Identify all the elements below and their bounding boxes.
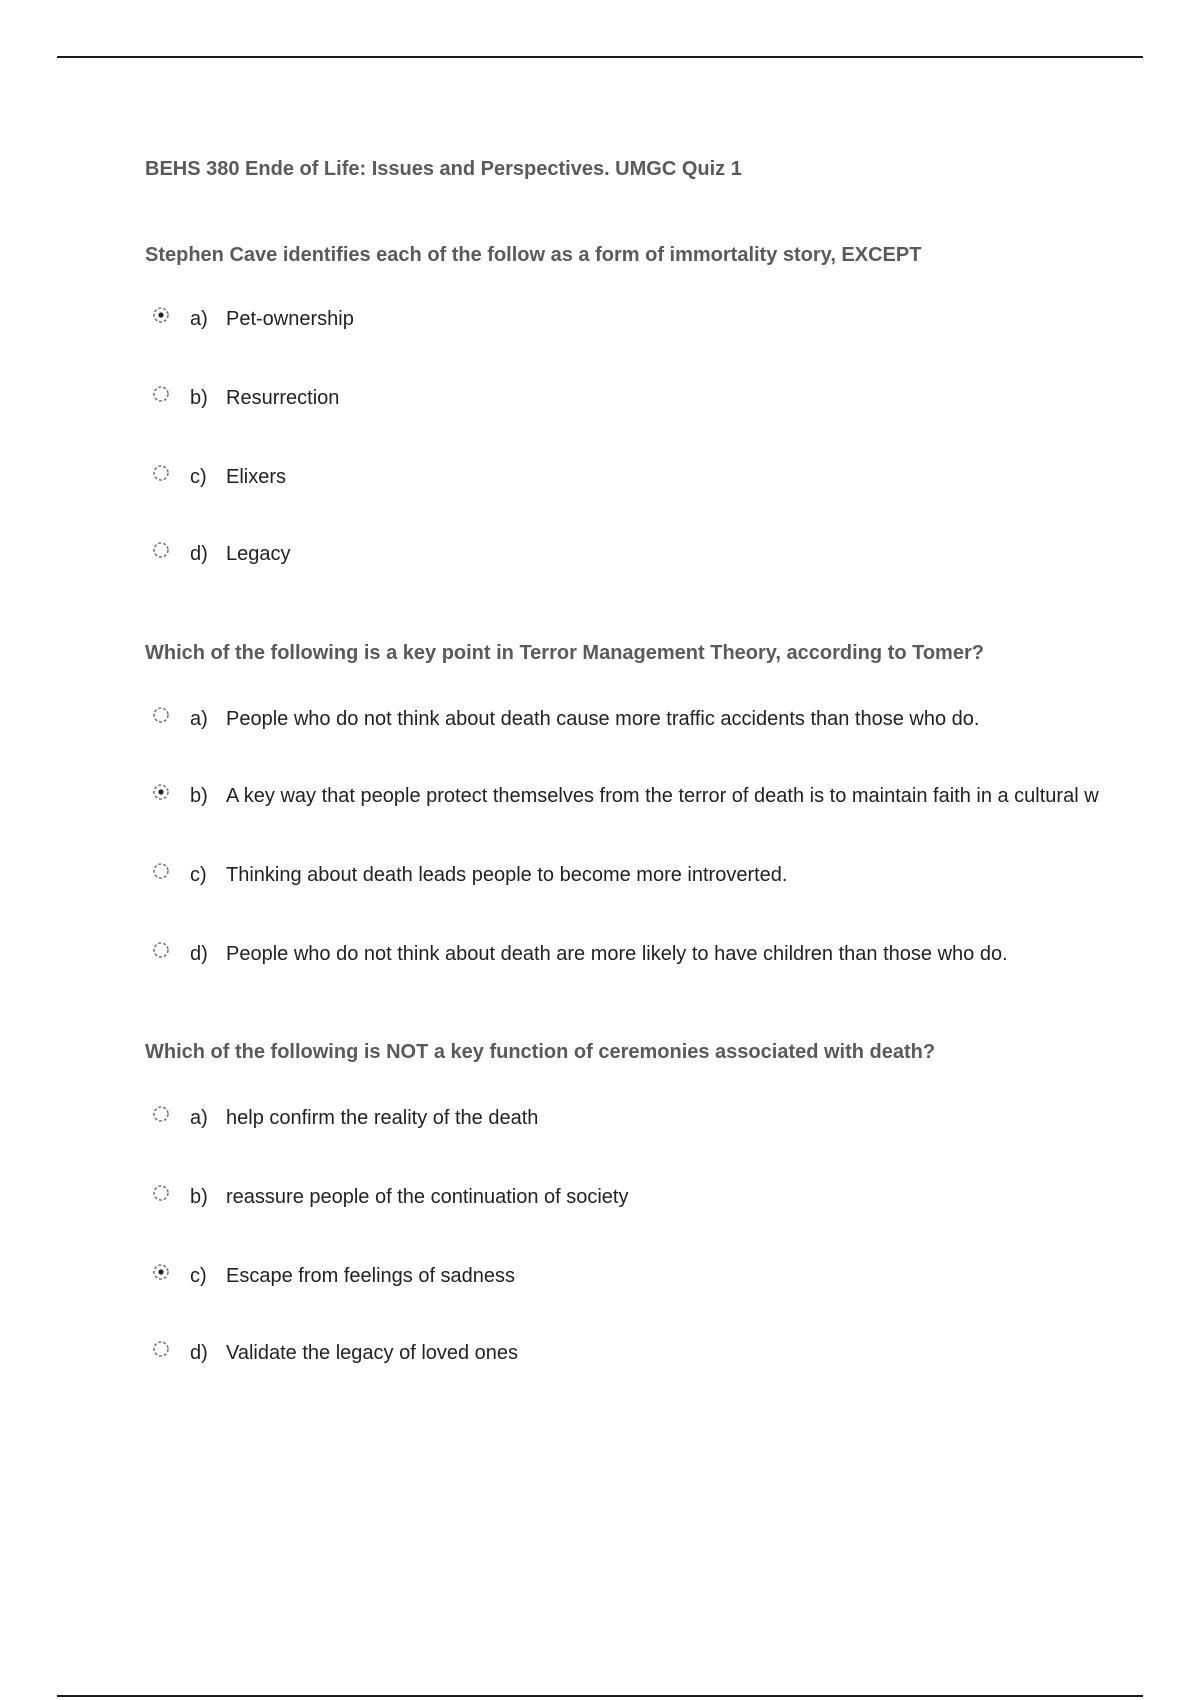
radio-unselected-icon[interactable]: [152, 941, 170, 959]
option-text: Escape from feelings of sadness: [226, 1265, 516, 1287]
question-1-option-c[interactable]: [152, 462, 1200, 492]
question-1-prompt: Stephen Cave identifies each of the follow as a form of immortality story, EXCEPT: [145, 244, 922, 266]
option-text: Pet-ownership: [226, 308, 354, 330]
option-text: Resurrection: [226, 387, 340, 409]
radio-unselected-icon[interactable]: [152, 706, 170, 724]
question-2-option-a[interactable]: [152, 704, 1200, 734]
question-1-option-a[interactable]: [152, 304, 1200, 334]
option-text: Validate the legacy of loved ones: [226, 1342, 519, 1364]
question-2-option-d[interactable]: [152, 939, 1200, 969]
question-2-prompt: Which of the following is a key point in Terror Management Theory, according to Tomer?: [145, 642, 984, 664]
question-1-option-d[interactable]: [152, 539, 1200, 569]
option-text: People who do not think about death cause more traffic accidents than those who do.: [226, 708, 980, 730]
question-3-prompt: Which of the following is NOT a key function of ceremonies associated with death?: [145, 1041, 936, 1063]
option-letter: b): [190, 1186, 208, 1208]
option-text: Thinking about death leads people to become more introverted.: [226, 864, 788, 886]
radio-selected-icon[interactable]: [152, 306, 170, 324]
question-3-option-b[interactable]: [152, 1182, 1200, 1212]
question-2-option-c[interactable]: [152, 860, 1200, 890]
option-letter: a): [190, 308, 208, 330]
option-letter: a): [190, 1107, 208, 1129]
option-text: Elixers: [226, 466, 287, 488]
question-3-option-d[interactable]: [152, 1338, 1200, 1368]
option-text: Legacy: [226, 543, 291, 565]
option-letter: a): [190, 708, 208, 730]
option-text: reassure people of the continuation of society: [226, 1186, 629, 1208]
option-letter: b): [190, 785, 208, 807]
question-1-option-b[interactable]: [152, 383, 1200, 413]
radio-unselected-icon[interactable]: [152, 1184, 170, 1202]
radio-selected-icon[interactable]: [152, 783, 170, 801]
radio-selected-icon[interactable]: [152, 1263, 170, 1281]
option-text: help confirm the reality of the death: [226, 1107, 539, 1129]
radio-unselected-icon[interactable]: [152, 862, 170, 880]
radio-unselected-icon[interactable]: [152, 1105, 170, 1123]
top-rule: [57, 56, 1143, 58]
document-title: BEHS 380 Ende of Life: Issues and Perspectives. UMGC Quiz 1: [145, 158, 742, 180]
bottom-rule: [57, 1695, 1143, 1697]
option-letter: d): [190, 543, 208, 565]
radio-unselected-icon[interactable]: [152, 541, 170, 559]
option-letter: d): [190, 943, 208, 965]
option-text: People who do not think about death are more likely to have children than those who do.: [226, 943, 1008, 965]
question-2-option-b[interactable]: [152, 781, 1200, 811]
radio-unselected-icon[interactable]: [152, 1340, 170, 1358]
option-letter: c): [190, 864, 207, 886]
radio-unselected-icon[interactable]: [152, 385, 170, 403]
option-letter: c): [190, 466, 207, 488]
option-letter: d): [190, 1342, 208, 1364]
option-letter: c): [190, 1265, 207, 1287]
question-3-option-c[interactable]: [152, 1261, 1200, 1291]
question-3-option-a[interactable]: [152, 1103, 1200, 1133]
option-text: A key way that people protect themselves from the terror of death is to maintain faith in a cultural w: [226, 785, 1099, 807]
radio-unselected-icon[interactable]: [152, 464, 170, 482]
option-letter: b): [190, 387, 208, 409]
